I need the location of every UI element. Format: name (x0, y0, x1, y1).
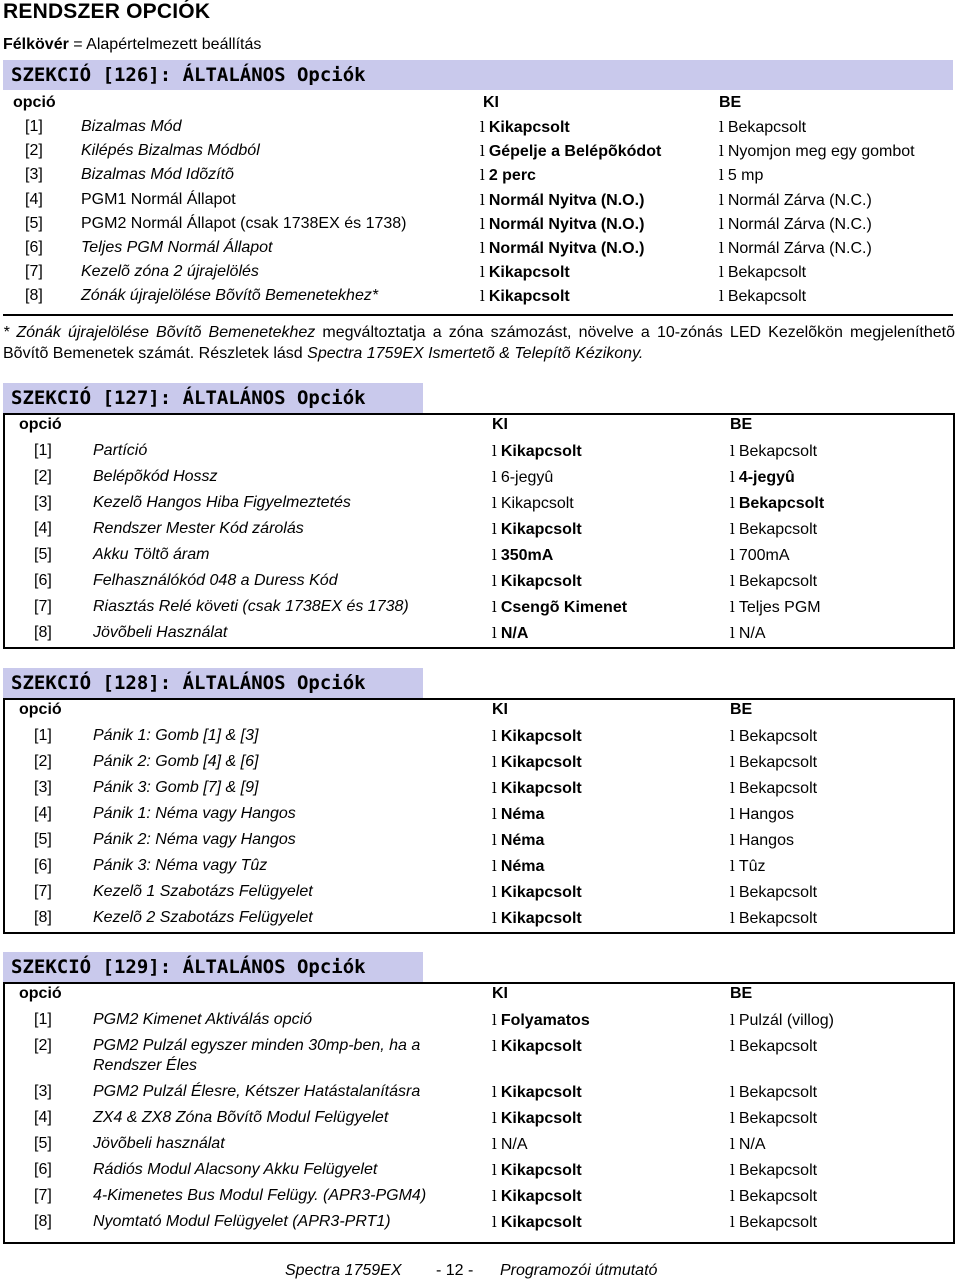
option-number: [5] (25, 214, 43, 232)
off-value (492, 831, 544, 850)
on-value (730, 805, 794, 824)
checkbox-icon[interactable]: l (730, 442, 735, 460)
option-number: [5] (34, 1135, 52, 1152)
option-number: [4] (34, 805, 52, 822)
checkbox-icon[interactable]: l (492, 727, 497, 745)
checkbox-icon[interactable]: l (719, 142, 724, 161)
on-value (730, 520, 817, 539)
section-table-128 (3, 698, 955, 934)
off-label: Kikapcsolt (500, 443, 582, 460)
checkbox-icon[interactable]: l (492, 624, 497, 642)
checkbox-icon[interactable]: l (480, 166, 485, 185)
option-number: [3] (34, 779, 52, 796)
checkbox-icon[interactable]: l (480, 142, 485, 161)
option-name: PGM2 Pulzál Élesre, Kétszer Hatástalanításra (93, 1083, 421, 1100)
off-label: Kikapcsolt (500, 1162, 582, 1179)
checkbox-icon[interactable]: l (730, 831, 735, 849)
off-label: Kikapcsolt (500, 1084, 582, 1101)
off-value (492, 520, 582, 539)
on-label: Bekapcsolt (738, 1110, 818, 1127)
on-label: N/A (738, 1136, 766, 1153)
on-label: Bekapcsolt (738, 1162, 818, 1179)
column-header-off: KI (492, 701, 508, 718)
checkbox-icon[interactable]: l (480, 118, 485, 136)
footnote-italic-2: Spectra 1759EX Ismertetõ & Telepítõ Kézikony. (307, 345, 644, 362)
option-name: Partíció (93, 442, 148, 459)
footer-product: Spectra 1759EX (285, 1262, 402, 1279)
on-value (730, 1187, 817, 1206)
off-value (492, 546, 553, 565)
option-number: [6] (25, 239, 43, 256)
on-label: 5 mp (727, 167, 764, 185)
on-label: Bekapcsolt (738, 1038, 818, 1055)
off-label: Kikapcsolt (500, 754, 582, 771)
off-value (492, 909, 582, 928)
checkbox-icon[interactable]: l (492, 1109, 497, 1127)
off-value (492, 598, 627, 617)
checkbox-icon[interactable]: l (719, 239, 724, 257)
checkbox-icon[interactable]: l (492, 1135, 497, 1153)
checkbox-icon[interactable]: l (730, 572, 735, 590)
section-heading-126: SZEKCIÓ [126]: ÁLTALÁNOS Opciók (3, 60, 953, 90)
checkbox-icon[interactable]: l (492, 1213, 497, 1231)
on-label: Bekapcsolt (738, 1214, 818, 1231)
off-label: Néma (500, 806, 545, 823)
checkbox-icon[interactable]: l (492, 1083, 497, 1101)
column-header-option: opció (19, 416, 62, 433)
on-label: Nyomjon meg egy gombot (727, 143, 915, 161)
checkbox-icon[interactable]: l (730, 1083, 735, 1101)
option-number: [4] (34, 520, 52, 537)
checkbox-icon[interactable]: l (730, 1213, 735, 1231)
checkbox-icon[interactable]: l (492, 1187, 497, 1205)
option-name: Kezelõ Hangos Hiba Figyelmeztetés (93, 494, 351, 511)
off-value (492, 753, 582, 772)
checkbox-icon[interactable]: l (480, 239, 485, 257)
column-header-on: BE (719, 94, 742, 111)
checkbox-icon[interactable]: l (492, 1037, 497, 1055)
off-label: Kikapcsolt (500, 1110, 582, 1127)
option-number: [1] (25, 118, 43, 135)
off-label: Kikapcsolt (488, 288, 570, 306)
checkbox-icon[interactable]: l (492, 494, 497, 512)
checkbox-icon[interactable]: l (730, 727, 735, 745)
option-number: [8] (34, 909, 52, 926)
option-number: [7] (34, 1187, 52, 1204)
on-value (730, 624, 765, 643)
off-label: Kikapcsolt (500, 1188, 582, 1205)
column-header-off: KI (492, 985, 508, 1002)
option-name: Nyomtató Modul Felügyelet (APR3-PRT1) (93, 1213, 391, 1230)
section-heading-129: SZEKCIÓ [129]: ÁLTALÁNOS Opciók (3, 952, 423, 982)
on-label: Bekapcsolt (727, 288, 807, 306)
off-label: Néma (500, 832, 545, 849)
off-value (492, 572, 582, 591)
legend (3, 36, 261, 54)
off-label: Kikapcsolt (500, 728, 582, 745)
option-name: Pánik 3: Néma vagy Tûz (93, 857, 268, 874)
off-label: Kikapcsolt (500, 521, 582, 538)
option-number: [5] (34, 831, 52, 848)
option-number: [7] (34, 883, 52, 900)
off-value (480, 287, 570, 306)
on-label: Bekapcsolt (727, 264, 807, 282)
column-header-on: BE (730, 701, 753, 718)
section-table-127 (3, 413, 955, 649)
off-value (492, 727, 582, 746)
option-name: Jövõbeli használat (93, 1135, 225, 1152)
on-value (730, 442, 817, 461)
option-number: [7] (25, 263, 43, 281)
off-label: Normál Nyitva (N.O.) (488, 191, 645, 209)
option-name: Rádiós Modul Alacsony Akku Felügyelet (93, 1161, 378, 1178)
option-name: PGM2 Kimenet Aktiválás opció (93, 1011, 313, 1028)
footer-page-number: - 12 - (436, 1262, 474, 1279)
checkbox-icon[interactable]: l (492, 1161, 497, 1179)
on-label: Bekapcsolt (738, 910, 818, 927)
off-value (492, 1187, 582, 1206)
option-name: Teljes PGM Normál Állapot (81, 239, 273, 256)
column-header-on: BE (730, 416, 753, 433)
off-value (480, 118, 570, 137)
column-header-option: opció (19, 985, 62, 1002)
option-number: [2] (25, 142, 43, 160)
checkbox-icon[interactable]: l (730, 1187, 735, 1205)
on-value (730, 468, 795, 487)
checkbox-icon[interactable]: l (730, 520, 735, 538)
checkbox-icon[interactable]: l (492, 805, 497, 823)
column-header-option: opció (19, 701, 62, 718)
off-value (492, 1213, 582, 1232)
option-number: [2] (34, 753, 52, 770)
off-value (480, 263, 570, 282)
on-label: Normál Zárva (N.C.) (727, 191, 872, 209)
checkbox-icon[interactable]: l (730, 857, 735, 875)
off-label: Kikapcsolt (500, 1214, 582, 1231)
on-label: Bekapcsolt (738, 443, 818, 460)
checkbox-icon[interactable]: l (480, 214, 485, 233)
on-value (730, 831, 794, 850)
option-number: [3] (25, 166, 43, 184)
option-name-continued: Rendszer Éles (93, 1057, 198, 1074)
on-label: Normál Zárva (N.C.) (727, 215, 872, 233)
checkbox-icon[interactable]: l (492, 468, 497, 486)
checkbox-icon[interactable]: l (730, 753, 735, 771)
option-name: Bizalmas Mód (81, 118, 182, 135)
on-value (730, 1109, 817, 1128)
on-value (719, 215, 872, 234)
on-value (730, 494, 824, 513)
on-label: 4-jegyû (738, 469, 795, 486)
on-value (730, 1083, 817, 1102)
off-label: 6-jegyû (500, 469, 554, 486)
option-number: [6] (34, 1161, 52, 1178)
option-number: [1] (34, 442, 52, 459)
off-value (492, 494, 574, 513)
checkbox-icon[interactable]: l (492, 831, 497, 849)
option-number: [5] (34, 546, 52, 563)
on-value (719, 166, 763, 185)
off-value (492, 779, 582, 798)
option-number: [8] (25, 287, 43, 305)
off-label: Kikapcsolt (500, 573, 582, 590)
option-name: Felhasználókód 048 a Duress Kód (93, 572, 338, 589)
option-name: Zónák újrajelölése Bõvítõ Bemenetekhez* (81, 287, 379, 305)
on-label: Bekapcsolt (738, 884, 818, 901)
option-name: Kezelõ zóna 2 újrajelölés (81, 263, 259, 281)
off-label: Néma (500, 858, 545, 875)
checkbox-icon[interactable]: l (730, 1037, 735, 1055)
checkbox-icon[interactable]: l (719, 190, 724, 209)
option-name: Jövõbeli Használat (93, 624, 228, 641)
option-number: [8] (34, 624, 52, 641)
checkbox-icon[interactable]: l (730, 779, 735, 797)
off-value (492, 1109, 582, 1128)
option-number: [2] (34, 468, 52, 485)
checkbox-icon[interactable]: l (730, 1011, 735, 1029)
checkbox-icon[interactable]: l (730, 805, 735, 823)
checkbox-icon[interactable]: l (730, 494, 735, 512)
on-label: Bekapcsolt (738, 495, 825, 512)
section-table-129 (3, 982, 955, 1244)
option-number: [4] (25, 190, 43, 208)
on-label: Bekapcsolt (738, 573, 818, 590)
on-value (730, 1213, 817, 1232)
on-label: Bekapcsolt (738, 1084, 818, 1101)
checkbox-icon[interactable]: l (730, 598, 735, 616)
option-name: PGM1 Normál Állapot (81, 190, 236, 208)
option-name: Pánik 2: Gomb [4] & [6] (93, 753, 259, 770)
off-label: Kikapcsolt (500, 884, 582, 901)
off-label: Kikapcsolt (500, 780, 582, 797)
off-label: Kikapcsolt (500, 1038, 582, 1055)
checkbox-icon[interactable]: l (730, 883, 735, 901)
checkbox-icon[interactable]: l (492, 883, 497, 901)
on-value (730, 909, 817, 928)
on-label: N/A (738, 625, 766, 642)
on-value (719, 239, 872, 258)
checkbox-icon[interactable]: l (492, 1011, 497, 1029)
on-label: Pulzál (villog) (738, 1012, 834, 1029)
option-name: Akku Töltõ áram (93, 546, 210, 563)
checkbox-icon[interactable]: l (730, 1161, 735, 1179)
option-number: [3] (34, 494, 52, 511)
section-table-126 (3, 90, 953, 316)
checkbox-icon[interactable]: l (480, 263, 485, 282)
on-value (730, 779, 817, 798)
off-label: Folyamatos (500, 1012, 590, 1029)
option-number: [1] (34, 727, 52, 744)
checkbox-icon[interactable]: l (492, 857, 497, 875)
section-heading-127: SZEKCIÓ [127]: ÁLTALÁNOS Opciók (3, 383, 423, 413)
option-number: [3] (34, 1083, 52, 1100)
off-value (480, 142, 661, 161)
option-name: Pánik 1: Néma vagy Hangos (93, 805, 296, 822)
checkbox-icon[interactable]: l (730, 1135, 735, 1153)
off-label: Csengõ Kimenet (500, 599, 628, 616)
option-name: Kezelõ 1 Szabotázs Felügyelet (93, 883, 313, 900)
checkbox-icon[interactable]: l (492, 598, 497, 616)
on-label: 700mA (738, 547, 790, 564)
on-value (719, 118, 806, 137)
checkbox-icon[interactable]: l (480, 287, 485, 306)
on-value (730, 546, 790, 565)
off-value (492, 1135, 527, 1154)
off-value (480, 191, 644, 210)
on-label: Bekapcsolt (738, 780, 818, 797)
option-name: Kezelõ 2 Szabotázs Felügyelet (93, 909, 313, 926)
on-label: Hangos (738, 806, 794, 823)
on-value (730, 883, 817, 902)
footer-guide: Programozói útmutató (500, 1262, 658, 1279)
checkbox-icon[interactable]: l (719, 214, 724, 233)
on-label: Bekapcsolt (738, 1188, 818, 1205)
on-value (730, 857, 765, 876)
legend-bold: Félkövér (3, 36, 69, 53)
option-name: Belépõkód Hossz (93, 468, 218, 485)
off-value (492, 624, 528, 643)
on-value (730, 598, 821, 617)
on-value (719, 191, 872, 210)
off-value (492, 468, 553, 487)
footnote-text: megváltoztatja a zóna számozást, növelve a 10-zónás LED Kezelõkön megjeleníthetõ Bõvítõ Bemenetek számát. Részletek lásd (3, 324, 955, 362)
on-value (730, 1135, 765, 1154)
on-value (730, 572, 817, 591)
checkbox-icon[interactable]: l (730, 624, 735, 642)
on-label: Bekapcsolt (738, 754, 818, 771)
option-name: 4-Kimenetes Bus Modul Felügy. (APR3-PGM4) (93, 1187, 427, 1204)
off-value (492, 857, 544, 876)
column-header-off: KI (483, 94, 499, 111)
off-value (480, 239, 644, 258)
off-label: N/A (500, 1136, 528, 1153)
option-name: Pánik 2: Néma vagy Hangos (93, 831, 296, 848)
option-name: PGM2 Pulzál egyszer minden 30mp-ben, ha a (93, 1037, 421, 1054)
on-label: Hangos (738, 832, 794, 849)
on-label: Bekapcsolt (727, 119, 807, 136)
checkbox-icon[interactable]: l (492, 779, 497, 797)
on-value (719, 142, 915, 161)
checkbox-icon[interactable]: l (719, 287, 724, 306)
checkbox-icon[interactable]: l (719, 166, 724, 185)
off-label: Normál Nyitva (N.O.) (488, 215, 645, 233)
off-label: 350mA (500, 547, 554, 564)
off-label: 2 perc (488, 167, 536, 185)
checkbox-icon[interactable]: l (492, 520, 497, 538)
off-label: Kikapcsolt (488, 119, 570, 136)
footnote (3, 322, 955, 364)
checkbox-icon[interactable]: l (492, 442, 497, 460)
on-label: Teljes PGM (738, 599, 821, 616)
option-name: Kilépés Bizalmas Módból (81, 142, 260, 160)
on-value (730, 1161, 817, 1180)
on-label: Bekapcsolt (738, 521, 818, 538)
legend-text: = Alapértelmezett beállítás (68, 36, 262, 53)
checkbox-icon[interactable]: l (730, 546, 735, 564)
off-value (480, 166, 536, 185)
checkbox-icon[interactable]: l (730, 468, 735, 486)
off-value (492, 883, 582, 902)
option-name: Bizalmas Mód Idõzítõ (81, 166, 234, 184)
checkbox-icon[interactable]: l (492, 909, 497, 927)
option-name: Riasztás Relé követi (csak 1738EX és 1738) (93, 598, 409, 615)
option-number: [4] (34, 1109, 52, 1126)
on-label: Normál Zárva (N.C.) (727, 240, 872, 257)
on-value (719, 263, 806, 282)
option-name: Pánik 3: Gomb [7] & [9] (93, 779, 259, 796)
on-value (719, 287, 806, 306)
off-value (492, 1083, 582, 1102)
option-number: [2] (34, 1037, 52, 1054)
checkbox-icon[interactable]: l (730, 1109, 735, 1127)
option-number: [6] (34, 572, 52, 589)
footnote-italic-1: * Zónák újrajelölése Bõvítõ Bemenetekhez (3, 324, 316, 341)
on-label: Tûz (738, 858, 766, 875)
off-value (480, 215, 644, 234)
off-value (492, 1011, 590, 1030)
section-heading-128: SZEKCIÓ [128]: ÁLTALÁNOS Opciók (3, 668, 423, 698)
off-label: Kikapcsolt (488, 264, 570, 282)
option-number: [7] (34, 598, 52, 615)
checkbox-icon[interactable]: l (492, 572, 497, 590)
checkbox-icon[interactable]: l (492, 546, 497, 564)
off-value (492, 1161, 582, 1180)
option-number: [1] (34, 1011, 52, 1028)
checkbox-icon[interactable]: l (719, 118, 724, 136)
on-value (730, 753, 817, 772)
option-number: [8] (34, 1213, 52, 1230)
checkbox-icon[interactable]: l (730, 909, 735, 927)
on-value (730, 727, 817, 746)
checkbox-icon[interactable]: l (492, 753, 497, 771)
off-label: Kikapcsolt (500, 495, 574, 512)
option-number: [6] (34, 857, 52, 874)
column-header-option: opció (13, 94, 56, 111)
on-value (730, 1011, 834, 1030)
checkbox-icon[interactable]: l (719, 263, 724, 282)
off-value (492, 1037, 582, 1056)
off-label: N/A (500, 625, 529, 642)
option-name: Rendszer Mester Kód zárolás (93, 520, 304, 537)
column-header-on: BE (730, 985, 753, 1002)
on-value (730, 1037, 817, 1056)
option-name: ZX4 & ZX8 Zóna Bõvítõ Modul Felügyelet (93, 1109, 389, 1126)
off-label: Normál Nyitva (N.O.) (488, 240, 645, 257)
off-value (492, 442, 582, 461)
option-name: PGM2 Normál Állapot (csak 1738EX és 1738) (81, 214, 407, 232)
off-label: Gépelje a Belépõkódot (488, 143, 662, 161)
column-header-off: KI (492, 416, 508, 433)
on-label: Bekapcsolt (738, 728, 818, 745)
off-label: Kikapcsolt (500, 910, 582, 927)
option-name: Pánik 1: Gomb [1] & [3] (93, 727, 259, 744)
checkbox-icon[interactable]: l (480, 190, 485, 209)
page-title: RENDSZER OPCIÓK (3, 0, 211, 23)
off-value (492, 805, 544, 824)
